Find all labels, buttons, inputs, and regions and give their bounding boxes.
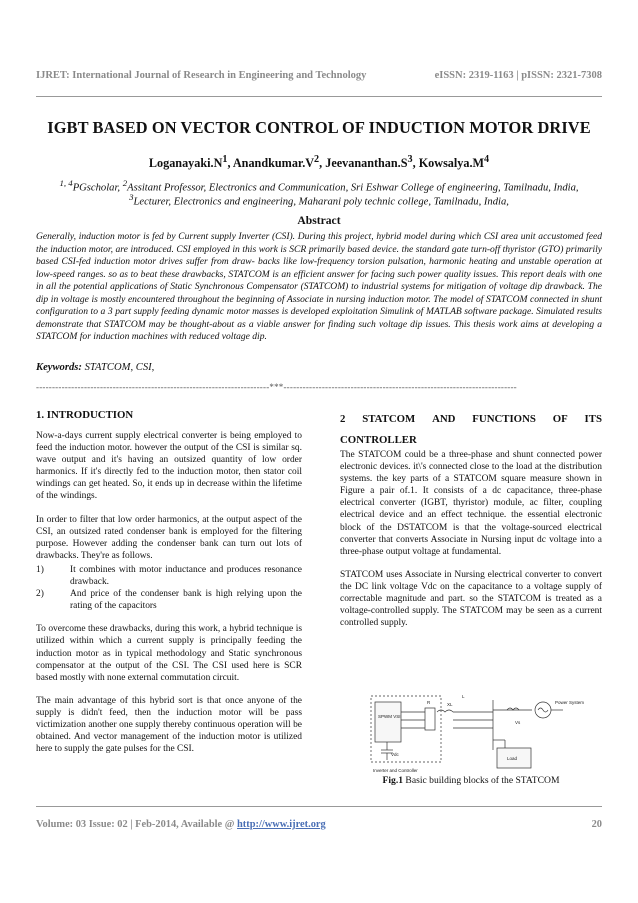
keywords-value: STATCOM, CSI, — [84, 362, 155, 373]
section-2-heading: 2 STATCOM AND FUNCTIONS OF ITS CONTROLLER — [340, 413, 602, 446]
journal-link[interactable]: http://www.ijret.org — [237, 819, 326, 830]
section-separator: -------------------------------------------------------------------------***------------------------------------------------------------------------- — [36, 382, 517, 392]
fig-label-vdc: Vdc — [391, 752, 399, 757]
abstract-heading: Abstract — [297, 214, 341, 227]
header-divider — [36, 96, 602, 97]
section-1-heading: 1. INTRODUCTION — [36, 409, 134, 421]
statcom-block-diagram — [367, 680, 607, 780]
fig-label-vs: Vs — [515, 720, 521, 725]
vsi-block — [375, 702, 401, 742]
fig-label-power-system: Power System — [555, 700, 585, 705]
fig-label-r: R — [427, 700, 431, 705]
paragraph: To overcome these drawbacks, during this work, a hybrid technique is utilized within which a current supply is principally feeding the induction motor as in typical methodology and Static synchronous compensator at the output of the CSI. The CSI used here is SCR based mostly with none external commutation circuit. — [36, 624, 302, 683]
resistor — [425, 708, 435, 730]
journal-name: IJRET: International Journal of Research in Engineering and Technology — [36, 70, 367, 81]
paper-title: IGBT BASED ON VECTOR CONTROL OF INDUCTION MOTOR DRIVE — [47, 118, 591, 137]
fig-label-l: L — [462, 694, 465, 699]
section-2-body — [340, 449, 602, 640]
paragraph: In order to filter that low order harmonics, at the output aspect of the CSI, an outsized rated condenser bank is employed for the filtering purpose. However adding the condenser bank can turn out lots of drawbacks. They're as follows. — [36, 514, 302, 561]
paragraph: STATCOM uses Associate in Nursing electrical converter to convert the DC link voltage Vdc on the capacitance to a voltage supply of correctable magnitude and part. so the STATCOM is treated as a voltage-controlled supply. The STATCOM may be seen as a current controlled supply. — [340, 569, 602, 629]
affiliation-line-1: $^{1, 4}$PGscholar, $^2$Assitant Professor, Electronics and Communication, Sri Eshwar College of engineering, Tamilnadu, India, — [59, 178, 579, 194]
keywords — [36, 362, 154, 373]
author: $Kowsalya.M^4$ — [418, 154, 490, 171]
section-1-body — [36, 430, 302, 766]
author: $Loganayaki.N^1$ — [148, 154, 228, 171]
paragraph: The STATCOM could be a three-phase and shunt connected power electronic devices. it\'s connected close to the load at the distribution systems. the key parts of a STATCOM square measure shown in Figure a pair of.1. It consists of a dc capacitance, three-phase electrical converter (IGBT, thyristor) module, ac filter, coupling electrical device and an effect technique. the essential electronic block of the DSTATCOM is that the voltage-sourced electrical converter that converts Associate in Nursing input dc voltage into a three-phase output voltage at fundamental. — [340, 450, 602, 557]
drawback-list — [36, 564, 302, 612]
fig-label-vsi: SPWM VSI — [378, 714, 401, 719]
list-item: 1) It combines with motor inductance and produces resonance drawback. — [36, 564, 302, 588]
page-footer — [36, 819, 602, 830]
author-list: $Loganayaki.N^1$, $Anandkumar.V^2$, $Jeevananthan.S^3$, $Kowsalya.M^4$ — [148, 154, 490, 171]
list-item: 2) And price of the condenser bank is high relying upon the rating of the capacitors — [36, 589, 302, 612]
keywords-label: Keywords: — [36, 362, 82, 373]
fig-label-controller: Inverter and Controller — [373, 768, 418, 773]
fig-label-load: Load — [507, 756, 518, 761]
paragraph: Now-a-days current supply electrical converter is being employed to feed the induction motor. however the output of the CSI is similar sq. wave output and it's having an outsized quantity of low order harmonics. If it's directly fed to the induction motor, then stator coil windings can get heated. So, it ends up in decrease within the lifetime of the windings. — [36, 431, 302, 502]
paragraph: The main advantage of this hybrid sort is that once anyone of the supply is didn't feed, then the induction motor will be pass victimization another one supply thereby continuous operation will be obtained. And vector management of the induction motor is utilized here to supply the gate pulses for the CSI. — [36, 695, 302, 755]
affiliation-line-2: $^3$Lecturer, Electronics and engineering, Maharani poly technic college, Tamilnadu, India, — [129, 192, 509, 208]
abstract-text: Generally, induction motor is fed by Current supply Inverter (CSI). During this project, hybrid model during which CSI area unit accustomed feed the induction motor, are introduced. CSI employed in this work is SCR primarily based device. the standard gate turn-off thyristor (GTO) primarily based CSI-fed induction motor drives suffer from draw- backs like low-frequency torsion pulsation, harmonic heating and unstable operation at low-speed ranges. so as to beat these drawbacks, STATCOM is an efficient answer for facing such power quality issues. This report deals with one in all the potential applications of Static Synchronous Compensator (STATCOM) to industrial systems for mitigation of voltage dip drawback. The dip in voltage is mostly encountered throughout the beginning of Associate in nursing induction motor. The model of STATCOM connected in shunt configuration to a 3 part supply feeding dynamic motor masses is developed exploitation Simulink of MATLAB software package. Simulated results demonstrate that STATCOM may be thought-about as a viable answer for finding such voltage dip issues. This thesis work aims at developing a STATCOM for induction machines with reduced voltage dip. — [36, 231, 602, 342]
author: $Anandkumar.V^2$ — [232, 154, 320, 171]
page-number: 20 — [591, 819, 602, 830]
footer-volume: Volume: 03 Issue: 02 | Feb-2014, Available @ http://www.ijret.org — [36, 819, 326, 830]
fig-label-xl: XL — [447, 702, 453, 707]
figure-caption: Fig.1 Basic building blocks of the STATCOM — [382, 775, 560, 786]
author: $Jeevananthan.S^3$ — [325, 154, 413, 171]
footer-divider — [36, 806, 602, 807]
journal-header — [36, 70, 602, 81]
journal-issn: eISSN: 2319-1163 | pISSN: 2321-7308 — [434, 70, 602, 81]
